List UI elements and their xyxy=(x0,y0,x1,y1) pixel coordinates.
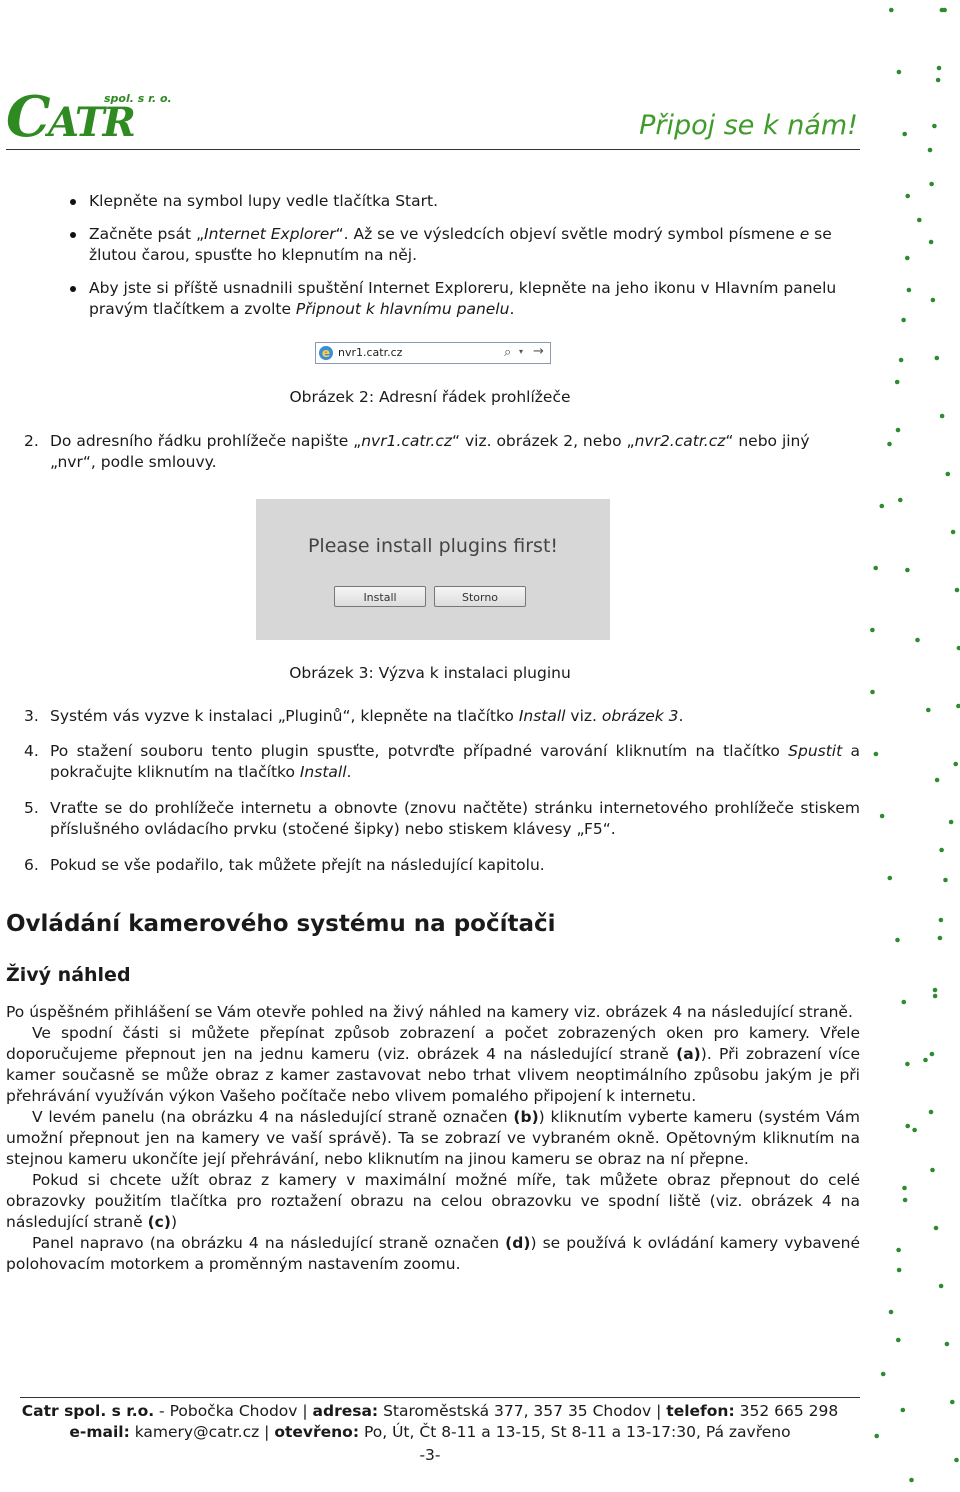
go-arrow-icon: → xyxy=(533,344,544,359)
step-number: 4. xyxy=(24,742,39,760)
decorative-dot xyxy=(933,988,938,993)
decorative-dot xyxy=(905,194,910,199)
bullet-list xyxy=(89,191,861,332)
decorative-dot xyxy=(898,498,903,503)
decorative-dot xyxy=(930,1052,935,1057)
install-button: Install xyxy=(334,586,426,607)
section-heading: Ovládání kamerového systému na počítači xyxy=(6,911,556,937)
decorative-dot xyxy=(928,148,933,153)
decorative-dot xyxy=(943,878,948,883)
decorative-dot xyxy=(874,1434,879,1439)
paragraph: Po úspěšném přihlášení se Vám otevře pohled na živý náhled na kamery viz. obrázek 4 na následující straně. xyxy=(6,1003,853,1021)
decorative-dot xyxy=(905,1124,910,1129)
ie-icon: e xyxy=(319,346,333,360)
decorative-dot xyxy=(880,814,885,819)
decorative-dot xyxy=(935,778,940,783)
step-2-text: Do adresního řádku prohlížeče napište „nvr1.catr.cz“ viz. obrázek 2, nebo „nvr2.catr.cz“ nebo jiný „nvr“, podle smlouvy. xyxy=(50,432,810,471)
decorative-dot xyxy=(902,1186,907,1191)
address-url: nvr1.catr.cz xyxy=(338,346,403,359)
decorative-dot xyxy=(905,568,910,573)
decorative-dot-pattern xyxy=(850,0,960,1492)
paragraph: Pokud si chcete užít obraz z kamery v maximální možné míře, tak můžete obraz přepnout do celé obrazovky použitím tlačítka pro roztažení obrazu na celou obrazovku ve spodní liště (viz. obrázek 4 na následující straně (c)) xyxy=(6,1171,860,1231)
decorative-dot xyxy=(873,566,878,571)
decorative-dot xyxy=(931,298,936,303)
body-text xyxy=(6,1002,860,1275)
decorative-dot xyxy=(942,8,947,13)
step-5-text: Vraťte se do prohlížeče internetu a obnovte (znovu načtěte) stránku internetového prohlížeče stiskem příslušného ovládacího prvku (stočené šipky) nebo stiskem klávesy „F5“. xyxy=(50,799,860,838)
step-number: 6. xyxy=(24,856,39,874)
header-rule xyxy=(6,149,860,150)
storno-button: Storno xyxy=(434,586,526,607)
decorative-dot xyxy=(905,256,910,261)
decorative-dot xyxy=(888,876,893,881)
decorative-dot xyxy=(950,1400,955,1405)
decorative-dot xyxy=(895,380,900,385)
slogan: Připoj se k nám! xyxy=(639,110,858,141)
decorative-dot xyxy=(896,1338,901,1343)
decorative-dot xyxy=(940,414,945,419)
logo-sub: spol. s r. o. xyxy=(104,92,172,105)
decorative-dot xyxy=(874,752,879,757)
footer-rule xyxy=(20,1397,860,1398)
figure-caption: Obrázek 2: Adresní řádek prohlížeče xyxy=(289,388,571,406)
plugin-message: Please install plugins first! xyxy=(307,535,559,557)
decorative-dot xyxy=(949,820,954,825)
decorative-dot xyxy=(896,428,901,433)
decorative-dot xyxy=(937,66,942,71)
decorative-dot xyxy=(895,938,900,943)
list-item: Začněte psát „Internet Explorer“. Až se ve výsledcích objeví světle modrý symbol písmene e se žlutou čarou, spusťte ho klepnutím na něj. xyxy=(89,224,861,266)
decorative-dot xyxy=(889,1310,894,1315)
decorative-dot xyxy=(870,690,875,695)
decorative-dot xyxy=(945,1342,950,1347)
decorative-dot xyxy=(954,1458,959,1463)
paragraph: Ve spodní části si můžete přepínat způsob zobrazení a počet zobrazených oken pro kamery. Vřele doporučujeme přepnout jen na jednu kameru (viz. obrázek 4 na následující straně (a)). Při zobrazení více kamer současně se může obraz z kamer zastavovat nebo trhat vlivem neoptimálního způsobu jakým je při přehrávání využíván výkon Vašeho počítače nebo vlivem pomalého připojení k internetu. xyxy=(6,1024,860,1105)
decorative-dot xyxy=(932,124,937,129)
decorative-dot xyxy=(887,442,892,447)
step-number: 3. xyxy=(24,707,39,725)
logo-letter-c: C xyxy=(6,84,51,142)
search-icon: ⌕ xyxy=(504,345,512,360)
decorative-dot xyxy=(934,1226,939,1231)
decorative-dot xyxy=(901,1408,906,1413)
dropdown-icon: ▾ xyxy=(519,347,524,356)
decorative-dot xyxy=(926,708,931,713)
decorative-dot xyxy=(933,994,938,999)
decorative-dot xyxy=(957,646,960,651)
decorative-dot xyxy=(956,704,960,709)
decorative-dot xyxy=(935,356,940,361)
decorative-dot xyxy=(903,1198,908,1203)
address-bar xyxy=(315,342,551,364)
decorative-dot xyxy=(870,628,875,633)
decorative-dot xyxy=(917,218,922,223)
paragraph: V levém panelu (na obrázku 4 na následující straně označen (b)) kliknutím vyberte kameru (systém Vám umožní přepnout jen na kamery ve vaší správě). Ta se zobrazí ve vybraném okně. Opětovným kliknutím na stejnou kameru ukončíte její přehrávání, nebo kliknutím na jinou kameru se obraz na ní přepne. xyxy=(6,1108,860,1168)
step-number: 5. xyxy=(24,799,39,817)
decorative-dot xyxy=(939,848,944,853)
decorative-dot xyxy=(936,78,941,83)
footer-line-2: e-mail: kamery@catr.cz | otevřeno: Po, Út, Čt 8-11 a 13-15, St 8-11 a 13-17:30, Pá zavřeno xyxy=(69,1423,791,1441)
decorative-dot xyxy=(930,1168,935,1173)
catr-logo xyxy=(6,82,176,142)
decorative-dot xyxy=(896,1248,901,1253)
decorative-dot xyxy=(909,1478,914,1483)
decorative-dot xyxy=(939,918,944,923)
logo-letters: ATR xyxy=(48,99,134,142)
subsection-heading: Živý náhled xyxy=(6,964,131,986)
decorative-dot xyxy=(902,1000,907,1005)
decorative-dot xyxy=(912,1128,917,1133)
decorative-dot xyxy=(929,1110,934,1115)
page-number: -3- xyxy=(419,1446,441,1464)
decorative-dot xyxy=(902,132,907,137)
decorative-dot xyxy=(880,504,885,509)
decorative-dot xyxy=(901,318,906,323)
decorative-dot xyxy=(929,240,934,245)
figure-caption: Obrázek 3: Výzva k instalaci pluginu xyxy=(289,664,571,682)
step-3-text: Systém vás vyzve k instalaci „Pluginů“, klepněte na tlačítko Install viz. obrázek 3. xyxy=(50,707,684,725)
decorative-dot xyxy=(897,70,902,75)
step-6-text: Pokud se vše podařilo, tak můžete přejít na následující kapitolu. xyxy=(50,856,545,874)
decorative-dot xyxy=(907,288,912,293)
paragraph: Panel napravo (na obrázku 4 na následující straně označen (d)) se používá k ovládání kamery vybavené polohovacím motorkem a proměnným nastavením zoomu. xyxy=(6,1234,860,1273)
decorative-dot xyxy=(889,8,894,13)
list-item: Aby jste si příště usnadnili spuštění Internet Exploreru, klepněte na jeho ikonu v Hlavním panelu pravým tlačítkem a zvolte Připnout k hlavnímu panelu. xyxy=(89,278,861,320)
decorative-dot xyxy=(938,936,943,941)
step-number: 2. xyxy=(24,432,39,450)
plugin-prompt-image xyxy=(256,499,610,640)
list-item: Klepněte na symbol lupy vedle tlačítka Start. xyxy=(89,191,861,212)
decorative-dot xyxy=(929,182,934,187)
decorative-dot xyxy=(915,638,920,643)
decorative-dot xyxy=(955,588,960,593)
decorative-dot xyxy=(897,1268,902,1273)
decorative-dot xyxy=(953,762,958,767)
footer-line-1: Catr spol. s r.o. - Pobočka Chodov | adresa: Staroměstská 377, 357 35 Chodov | telefon: 352 665 298 xyxy=(21,1402,839,1420)
decorative-dot xyxy=(939,1284,944,1289)
decorative-dot xyxy=(899,358,904,363)
decorative-dot xyxy=(905,1062,910,1067)
decorative-dot xyxy=(951,530,956,535)
decorative-dot xyxy=(923,1058,928,1063)
step-4-text: Po stažení souboru tento plugin spusťte, potvrďte případné varování kliknutím na tlačítko Spustit a pokračujte kliknutím na tlačítko Install. xyxy=(50,742,860,781)
decorative-dot xyxy=(881,1372,886,1377)
decorative-dot xyxy=(946,472,951,477)
